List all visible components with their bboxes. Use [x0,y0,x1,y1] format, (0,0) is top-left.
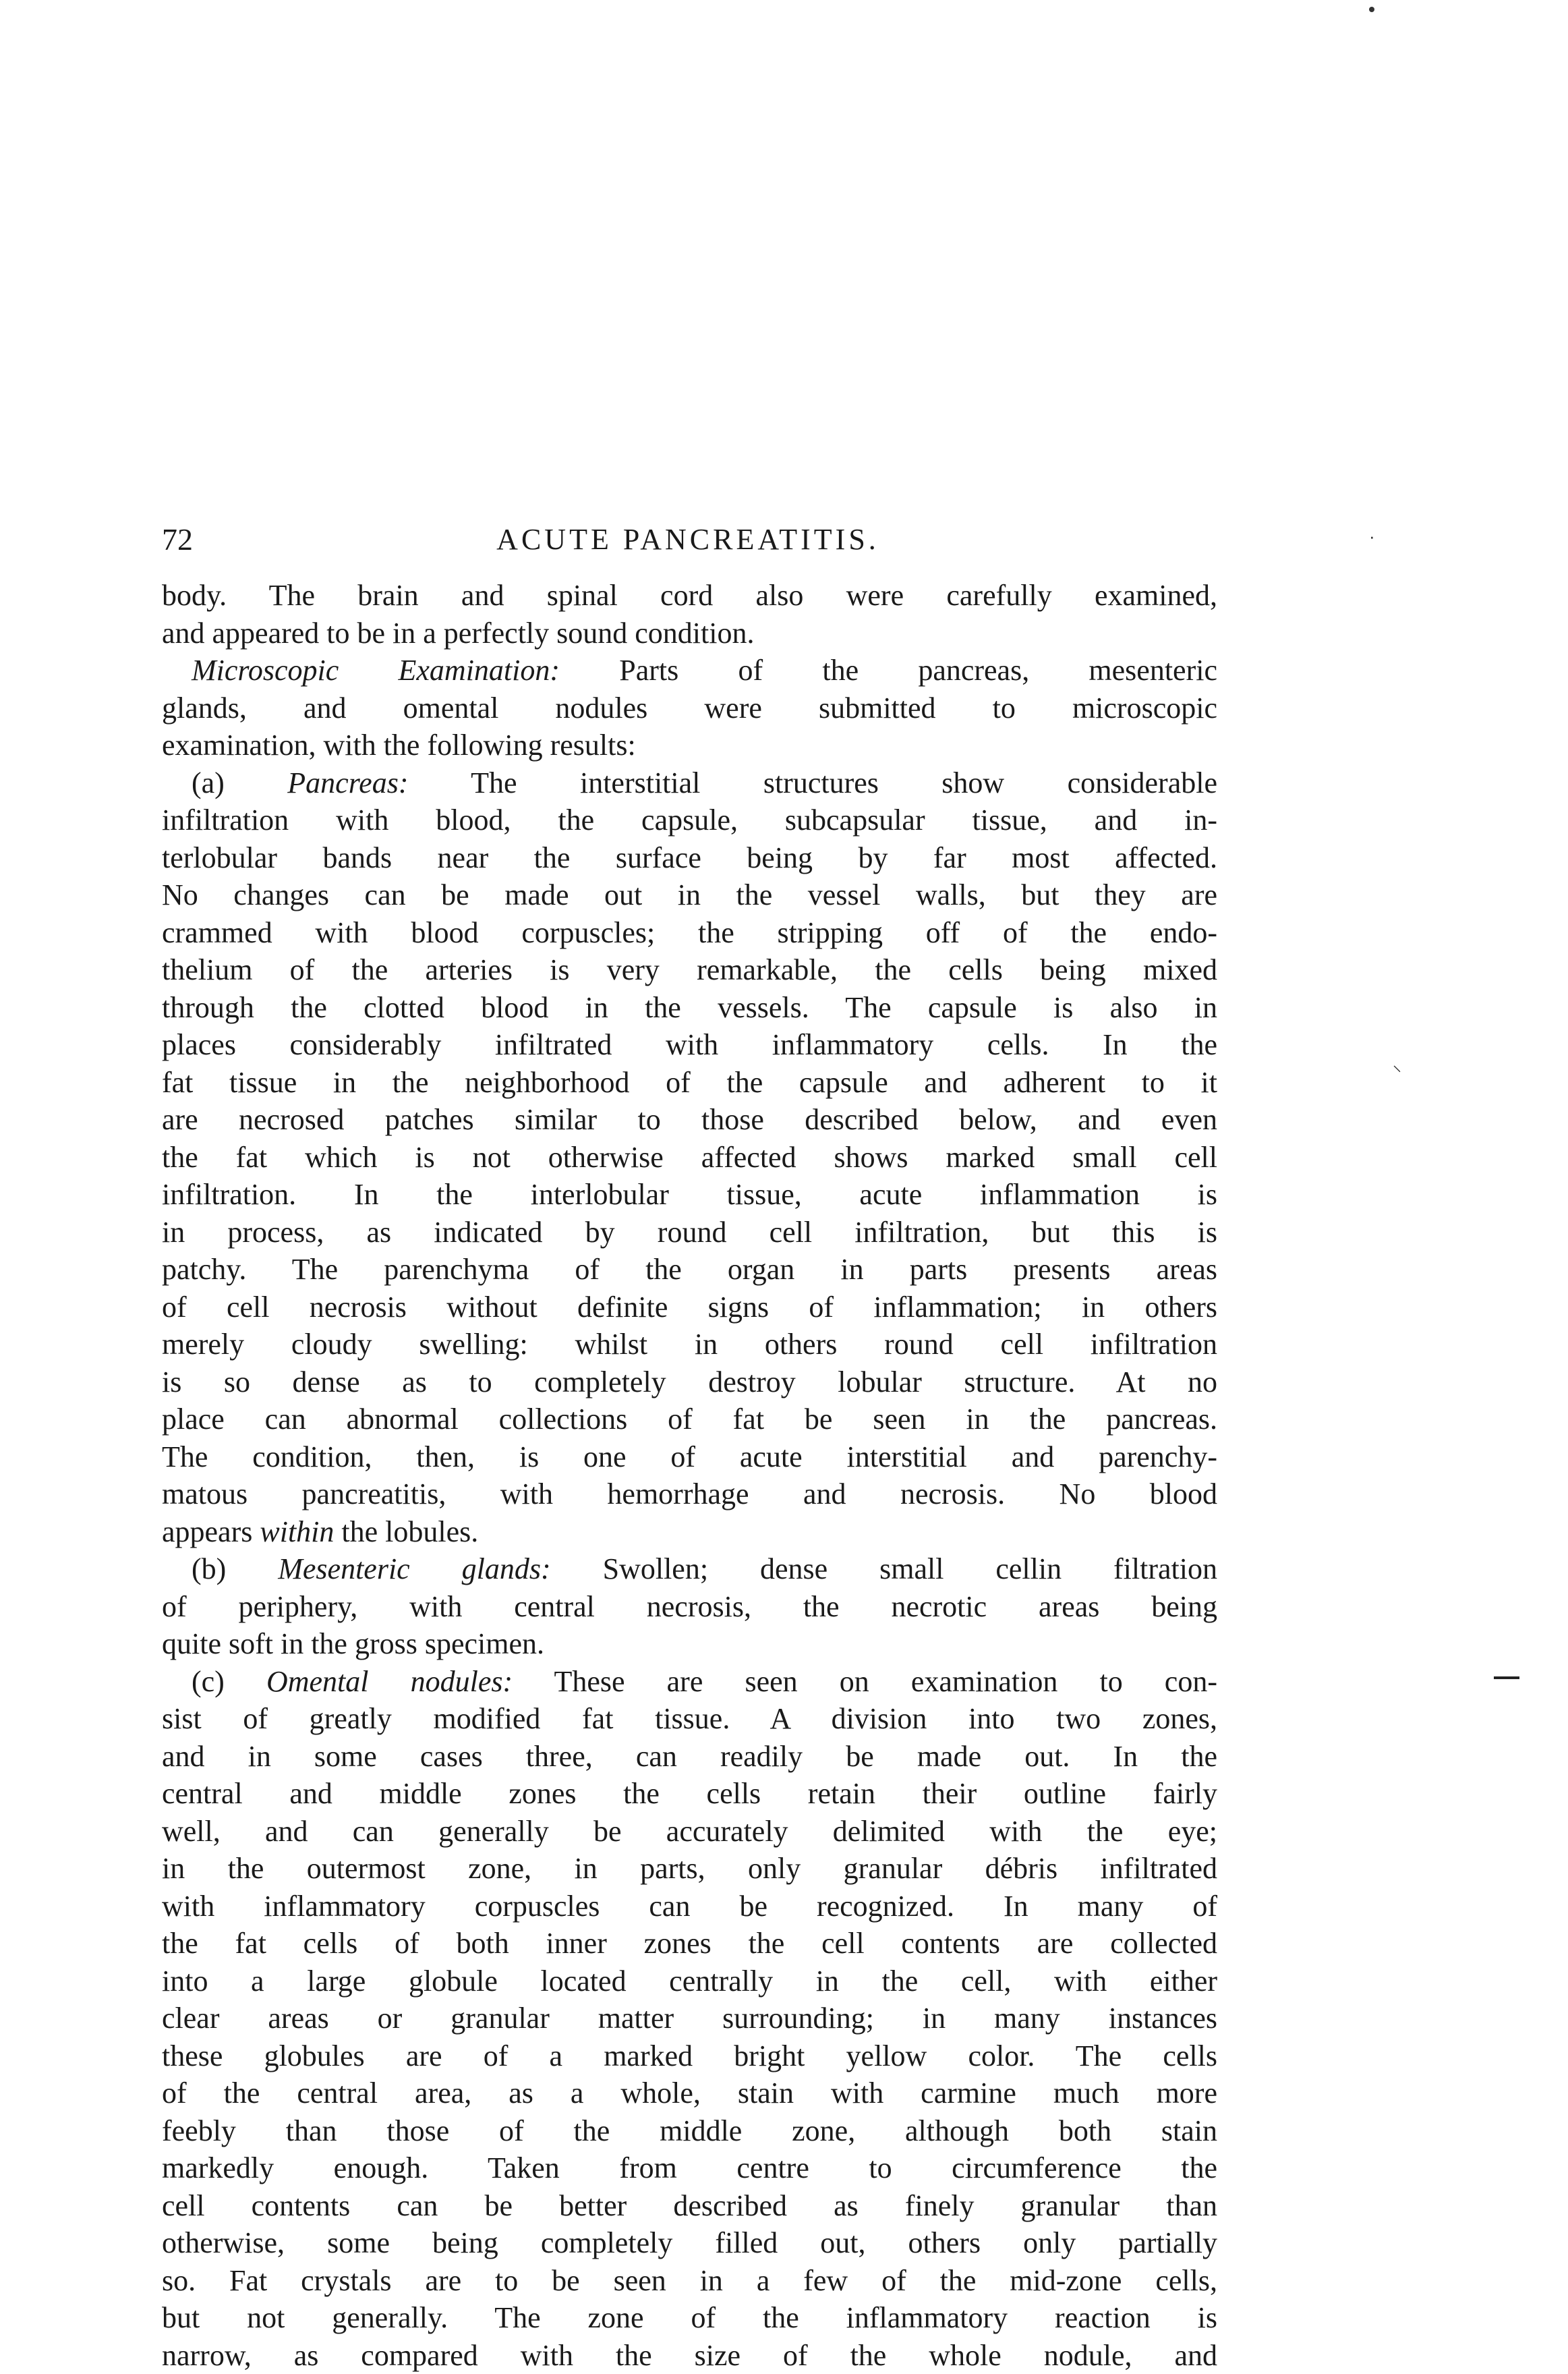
text-line [162,2299,1217,2337]
margin-dash [1494,1676,1519,1679]
text-line [162,577,1217,615]
text-line [162,914,1217,952]
text-span: in the outermost zone, in parts, only granular débris infiltrated [162,1852,1217,1885]
text-span: fat tissue in the neighborhood of the capsule and adherent to it [162,1066,1217,1099]
text-span: well, and can generally be accurately delimited with the eye; [162,1815,1217,1848]
text-line [162,1139,1217,1177]
text-span: of the central area, as a whole, stain with carmine much more [162,2076,1217,2110]
text-span: in process, as indicated by round cell infiltration, but this is [162,1216,1217,1249]
text-line [162,1363,1217,1401]
text-span: is so dense as to completely destroy lobular structure. At no [162,1365,1217,1398]
text-line [162,839,1217,877]
page-number: 72 [162,519,193,560]
text-line [162,2262,1217,2300]
text-span: Swollen; dense small cellin filtration [551,1552,1217,1585]
margin-mark: ⸌ [1393,1059,1401,1083]
text-line [162,1064,1217,1102]
text-span: infiltration. In the interlobular tissue, acute inflammation is [162,1178,1217,1211]
text-span: feebly than those of the middle zone, although both stain [162,2114,1217,2147]
italic-text: Omental nodules: [266,1665,513,1698]
text-span: infiltration with blood, the capsule, subcapsular tissue, and in- [162,803,1217,837]
margin-mark: · [1369,526,1375,547]
text-line [162,764,1217,802]
text-line [162,1475,1217,1513]
text-line [162,876,1217,914]
text-line [162,801,1217,839]
text-line [162,2224,1217,2262]
text-span: These are seen on examination to con- [513,1665,1217,1698]
text-span: glands, and omental nodules were submitted to microscopic [162,691,1217,725]
text-span: merely cloudy swelling: whilst in others round cell infiltration [162,1328,1217,1361]
margin-dot [1369,7,1374,12]
text-span: and in some cases three, can readily be made out. In the [162,1740,1217,1773]
text-span: The condition, then, is one of acute interstitial and parenchy- [162,1440,1217,1473]
italic-text: Microscopic Examination: [192,654,560,687]
text-span: Parts of the pancreas, mesenteric [560,654,1217,687]
text-span: markedly enough. Taken from centre to circumference the [162,2151,1217,2184]
text-span: otherwise, some being completely filled out, others only partially [162,2226,1217,2259]
text-line [162,2187,1217,2225]
text-line [162,689,1217,727]
text-line [162,615,1217,652]
text-span: places considerably infiltrated with inflammatory cells. In the [162,1028,1217,1061]
text-line [162,2037,1217,2075]
text-span: narrow, as compared with the size of the whole nodule, and [162,2339,1217,2372]
italic-text: within [260,1515,334,1548]
text-span: the lobules. [334,1515,478,1548]
text-line [162,1625,1217,1663]
text-line [162,727,1217,764]
text-line [162,1813,1217,1850]
text-line [162,2000,1217,2037]
text-line [162,1513,1217,1551]
text-line [162,1700,1217,1738]
text-span: and appeared to be in a perfectly sound condition. [162,617,754,650]
text-span: The interstitial structures show considerable [408,766,1217,799]
text-span: through the clotted blood in the vessels. The capsule is also in [162,991,1217,1024]
text-span: central and middle zones the cells retain their outline fairly [162,1777,1217,1810]
text-line [162,1026,1217,1064]
text-line [162,1326,1217,1363]
text-line [162,1888,1217,1925]
text-span: clear areas or granular matter surrounding; in many instances [162,2002,1217,2035]
text-span: examination, with the following results: [162,729,636,762]
text-line [162,652,1217,689]
running-head: ACUTE PANCREATITIS. [162,519,1214,560]
text-line [162,1251,1217,1289]
text-span: quite soft in the gross specimen. [162,1627,544,1660]
text-span: these globules are of a marked bright yellow color. The cells [162,2039,1217,2072]
text-line [162,1289,1217,1326]
text-line [162,2112,1217,2150]
text-span: body. The brain and spinal cord also were carefully examined, [162,579,1217,612]
text-line [162,2149,1217,2187]
text-span: cell contents can be better described as finely granular than [162,2189,1217,2222]
italic-text: Mesenteric glands: [278,1552,550,1585]
text-span: No changes can be made out in the vessel walls, but they are [162,878,1217,911]
text-span: but not generally. The zone of the inflammatory reaction is [162,2301,1217,2334]
text-span: place can abnormal collections of fat be seen in the pancreas. [162,1403,1217,1436]
text-line [162,1775,1217,1813]
text-span: patchy. The parenchyma of the organ in parts presents areas [162,1253,1217,1286]
text-line [162,1738,1217,1776]
text-span: matous pancreatitis, with hemorrhage and necrosis. No blood [162,1477,1217,1510]
text-line [162,1401,1217,1438]
text-line [162,2074,1217,2112]
text-line [162,1962,1217,2000]
page-header [162,519,1214,573]
text-span: (a) [192,766,287,799]
text-span: terlobular bands near the surface being by far most affected. [162,841,1217,874]
text-span: the fat cells of both inner zones the cell contents are collected [162,1927,1217,1960]
text-span: the fat which is not otherwise affected shows marked small cell [162,1141,1217,1174]
text-line [162,1438,1217,1476]
text-span: sist of greatly modified fat tissue. A division into two zones, [162,1702,1217,1735]
text-line [162,1588,1217,1626]
text-span: crammed with blood corpuscles; the stripping off of the endo- [162,916,1217,949]
text-span: of cell necrosis without definite signs of inflammation; in others [162,1291,1217,1324]
text-span: (b) [192,1552,278,1585]
text-span: are necrosed patches similar to those described below, and even [162,1103,1217,1136]
text-line [162,1850,1217,1888]
text-line [162,1101,1217,1139]
text-span: thelium of the arteries is very remarkable, the cells being mixed [162,953,1217,986]
text-line [162,951,1217,989]
text-span: so. Fat crystals are to be seen in a few of the mid-zone cells, [162,2264,1217,2297]
text-span: with inflammatory corpuscles can be recognized. In many of [162,1890,1217,1923]
text-line [162,1550,1217,1588]
text-span: into a large globule located centrally in the cell, with either [162,1965,1217,1998]
text-span: of periphery, with central necrosis, the necrotic areas being [162,1590,1217,1623]
text-line [162,2337,1217,2374]
text-span: (c) [192,1665,266,1698]
text-span: appears [162,1515,260,1548]
text-line [162,1214,1217,1251]
text-line [162,989,1217,1027]
text-line [162,1663,1217,1701]
text-line [162,1925,1217,1962]
italic-text: Pancreas: [287,766,408,799]
text-line [162,1176,1217,1214]
body-text [162,577,1217,2374]
